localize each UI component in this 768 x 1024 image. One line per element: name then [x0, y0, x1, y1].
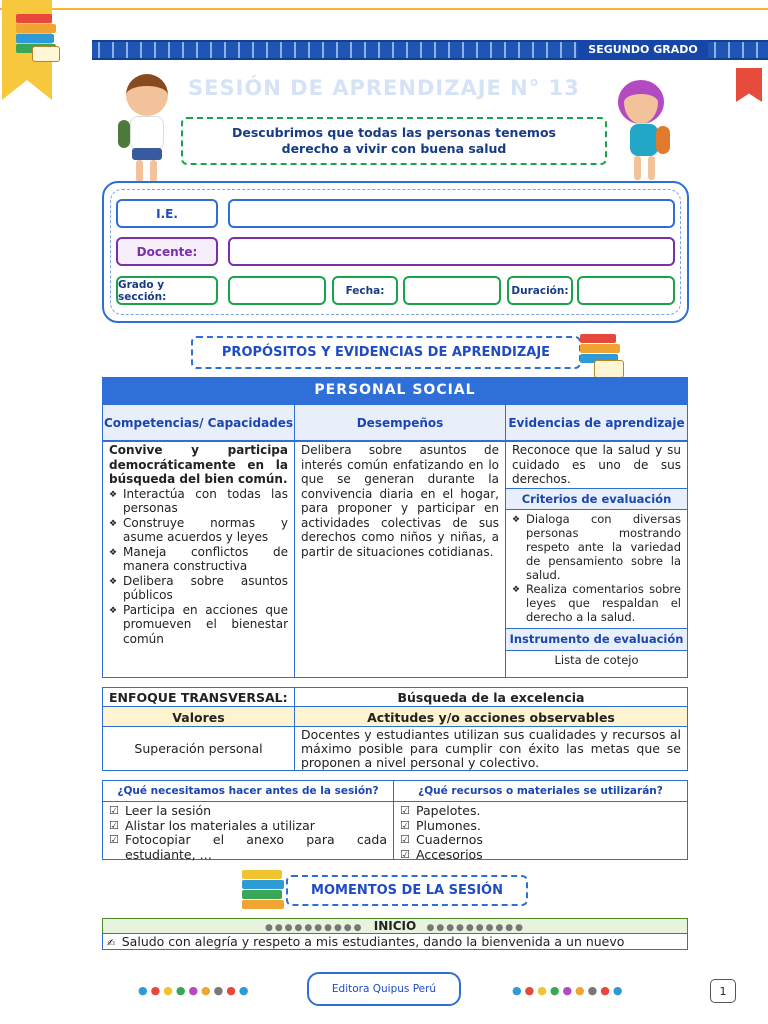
- actitudes-header: Actitudes y/o acciones observables: [294, 706, 688, 727]
- momentos-heading: MOMENTOS DE LA SESIÓN: [286, 875, 528, 906]
- footer-dots-left: ●●●●●●●●●: [138, 984, 252, 997]
- girl-illustration: [612, 78, 676, 186]
- actitud-cell: Docentes y estudiantes utilizan sus cualidades y recursos al máximo posible para cumplir con éxito las metas que se proponen a nivel personal y colectivo.: [294, 726, 688, 771]
- list-item: ☑ Papelotes.: [394, 804, 687, 819]
- antes-cell: [102, 801, 394, 860]
- recursos-list: [394, 804, 687, 862]
- grado-label: Grado y sección:: [116, 276, 218, 305]
- list-item: ❖ Dialoga con diversas personas mostrando respeto ante la variedad de pensamiento sobre la salud.: [512, 512, 681, 582]
- criterios-list: [506, 510, 687, 626]
- desempeno-text: Delibera sobre asuntos de interés común enfatizando en lo que se generan durante la convivencia diaria en el hogar, para proponer y participar en actividades colectivas de sus derechos como niños y niñas, a partir de situaciones cotidianas.: [301, 443, 499, 559]
- left-dots: ●●●●●●●●●●: [264, 923, 374, 933]
- fecha-label: Fecha:: [332, 276, 398, 305]
- grade-badge: SEGUNDO GRADO: [578, 40, 708, 60]
- list-item: ☑ Cuadernos: [394, 833, 687, 848]
- list-item: ❖ Realiza comentarios sobre leyes que respaldan el derecho a la salud.: [512, 582, 681, 624]
- boy-illustration: [118, 72, 180, 184]
- duracion-label: Duración:: [507, 276, 573, 305]
- list-item: ☑ Fotocopiar el anexo para cada estudiante, …: [103, 833, 387, 862]
- list-item: ❖ Construye normas y asume acuerdos y leyes: [109, 516, 288, 545]
- docente-field[interactable]: [228, 237, 675, 266]
- docente-label: Docente:: [116, 237, 218, 266]
- recursos-cell: [393, 801, 688, 860]
- grado-field[interactable]: [228, 276, 326, 305]
- desempenos-cell: [294, 441, 506, 678]
- competencias-cell: [102, 441, 295, 678]
- ie-field[interactable]: [228, 199, 675, 228]
- area-header: PERSONAL SOCIAL: [102, 377, 688, 404]
- valores-header: Valores: [102, 706, 295, 727]
- page-number: 1: [710, 979, 736, 1003]
- desempenos-header: Desempeños: [294, 404, 506, 441]
- list-item: ❖ Interactúa con todas las personas: [109, 487, 288, 516]
- inicio-header: [102, 918, 688, 934]
- pencil-icon: ✍: [107, 938, 122, 949]
- list-item: ☑ Accesorios: [394, 848, 687, 863]
- duracion-field[interactable]: [577, 276, 675, 305]
- fecha-field[interactable]: [403, 276, 501, 305]
- books-icon: [12, 14, 62, 60]
- valor-cell: Superación personal: [102, 726, 295, 771]
- instrumento-header: Instrumento de evaluación: [506, 628, 687, 651]
- enfoque-label: ENFOQUE TRANSVERSAL:: [102, 687, 295, 707]
- enfoque-value: Búsqueda de la excelencia: [294, 687, 688, 707]
- capacidades-list: [109, 487, 288, 647]
- list-item: ☑ Plumones.: [394, 819, 687, 834]
- publisher-badge: Editora Quipus Perú: [307, 972, 461, 1006]
- books-icon: [576, 334, 626, 380]
- top-divider: [0, 8, 768, 10]
- books-icon: [238, 870, 288, 916]
- page-title: SESIÓN DE APRENDIZAJE N° 13: [188, 76, 580, 100]
- antes-header: ¿Qué necesitamos hacer antes de la sesión?: [102, 780, 394, 802]
- list-item: ☑ Alistar los materiales a utilizar: [103, 819, 387, 834]
- inicio-label: INICIO: [373, 919, 417, 933]
- inicio-cell: [102, 933, 688, 950]
- propositos-heading: PROPÓSITOS Y EVIDENCIAS DE APRENDIZAJE: [191, 336, 581, 369]
- evidencias-cell: [505, 441, 688, 678]
- footer-dots-right: ●●●●●●●●●: [512, 984, 626, 997]
- session-subtitle: Descubrimos que todas las personas tenemos derecho a vivir con buena salud: [181, 117, 607, 165]
- list-item: ❖ Maneja conflictos de manera constructiva: [109, 545, 288, 574]
- instrumento-text: Lista de cotejo: [554, 652, 639, 667]
- competencias-header: Competencias/ Capacidades: [102, 404, 295, 441]
- right-dots: ●●●●●●●●●●: [416, 923, 526, 933]
- inicio-text: Saludo con alegría y respeto a mis estudiantes, dando la bienvenida a un nuevo: [121, 934, 625, 949]
- criterios-header: Criterios de evaluación: [506, 488, 687, 511]
- competencia-text: Convive y participa democráticamente en la búsqueda del bien común.: [109, 443, 288, 486]
- recursos-header: ¿Qué recursos o materiales se utilizarán?: [393, 780, 688, 802]
- list-item: ☑ Leer la sesión: [103, 804, 387, 819]
- evidencias-header: Evidencias de aprendizaje: [505, 404, 688, 441]
- ie-label: I.E.: [116, 199, 218, 228]
- bookmark-icon: [736, 68, 762, 102]
- list-item: ❖ Participa en acciones que promueven el bienestar común: [109, 603, 288, 647]
- antes-list: [103, 804, 387, 862]
- evidencia-text: Reconoce que la salud y su cuidado es uno de sus derechos.: [512, 443, 681, 486]
- list-item: ❖ Delibera sobre asuntos públicos: [109, 574, 288, 603]
